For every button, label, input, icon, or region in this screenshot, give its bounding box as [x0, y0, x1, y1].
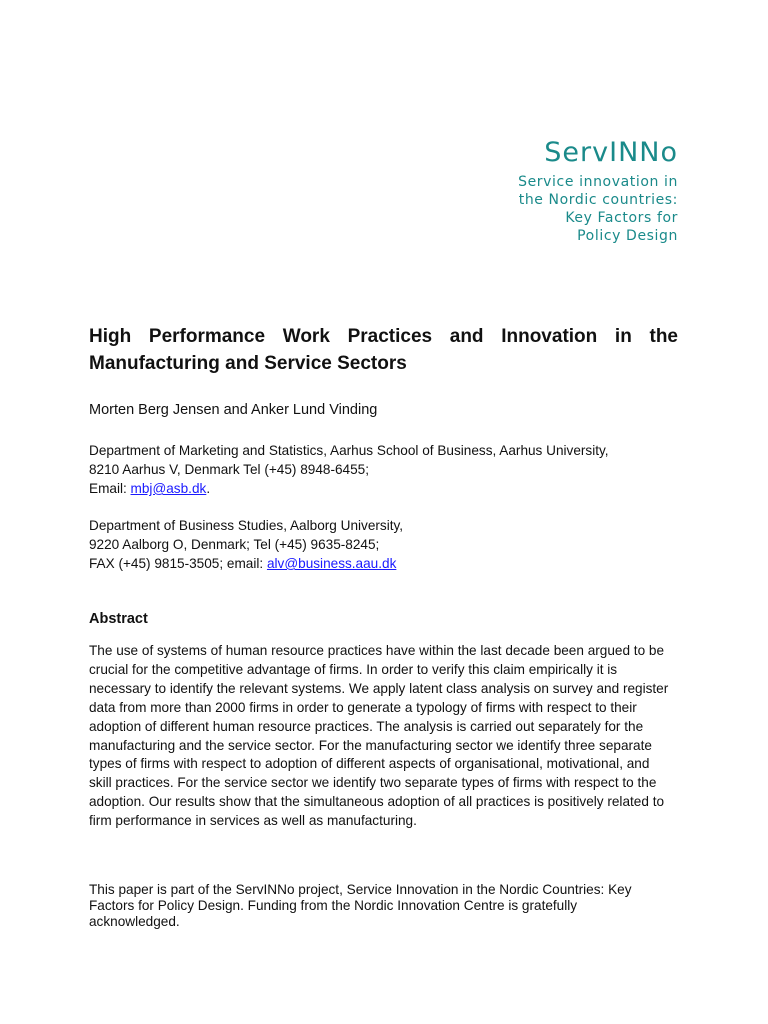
fax-email-label: FAX (+45) 9815-3505; email: [89, 556, 267, 571]
abstract-body [89, 642, 689, 831]
paper-title: High Performance Work Practices and Innovation in the Manufacturing and Service Sectors [89, 326, 678, 374]
affiliation-line: 9220 Aalborg O, Denmark; Tel (+45) 9635-8245; [89, 537, 380, 552]
affiliation-email-line [89, 479, 609, 498]
abstract-line: types of firms with respect to adoption of different aspects of organisational, motivational, and [89, 756, 650, 772]
abstract-line: data from more than 2000 firms in order to generate a typology of firms with respect to their [89, 699, 637, 715]
project-subtitle-line: Policy Design [577, 228, 678, 244]
email-punctuation: . [206, 481, 211, 496]
email-link-mbj[interactable]: mbj@asb.dk [130, 481, 207, 496]
affiliation-line: Department of Business Studies, Aalborg University, [89, 518, 404, 533]
project-subtitle-line: the Nordic countries: [518, 192, 678, 208]
abstract-line: skill practices. For the service sector we identify two separate types of firms with respect to the [89, 775, 657, 791]
abstract-line: adoption of different human resource practices. The analysis is carried out separately for the [89, 718, 644, 734]
project-branding [518, 137, 678, 245]
abstract-line: firm performance in services as well as manufacturing. [89, 813, 417, 829]
abstract-line: necessary to identify the relevant systems. We apply latent class analysis on survey and register [89, 680, 669, 696]
funding-line: This paper is part of the ServINNo project, Service Innovation in the Nordic Countries: Key [89, 882, 632, 897]
affiliation-line: 8210 Aarhus V, Denmark Tel (+45) 8948-6455; [89, 462, 369, 477]
abstract-line: adoption. Our results show that the simultaneous adoption of all practices is positively related to [89, 794, 665, 810]
project-subtitle-line: Key Factors for [565, 210, 678, 226]
email-link-alv[interactable]: alv@business.aau.dk [266, 556, 397, 571]
funding-line: acknowledged. [89, 913, 180, 929]
abstract-heading: Abstract [89, 611, 148, 627]
affiliation-email-line [89, 554, 403, 573]
abstract-line: crucial for the competitive advantage of firms. In order to verify this claim empirically it is [89, 661, 618, 677]
affiliation-aalborg [89, 516, 403, 573]
abstract-line: manufacturing and the service sector. For the manufacturing sector we identify three separate [89, 737, 652, 753]
email-label: Email: [89, 481, 131, 496]
paper-authors: Morten Berg Jensen and Anker Lund Vinding [89, 402, 378, 418]
funding-line: Factors for Policy Design. Funding from the Nordic Innovation Centre is gratefully [89, 897, 578, 913]
project-subtitle-line: Service innovation in [518, 174, 678, 190]
abstract-line: The use of systems of human resource practices have within the last decade been argued to be [89, 643, 665, 658]
affiliation-line: Department of Marketing and Statistics, Aarhus School of Business, Aarhus University, [89, 443, 609, 458]
project-logo-text: ServINNo [544, 137, 678, 168]
funding-note [89, 882, 689, 929]
affiliation-aarhus [89, 441, 609, 498]
